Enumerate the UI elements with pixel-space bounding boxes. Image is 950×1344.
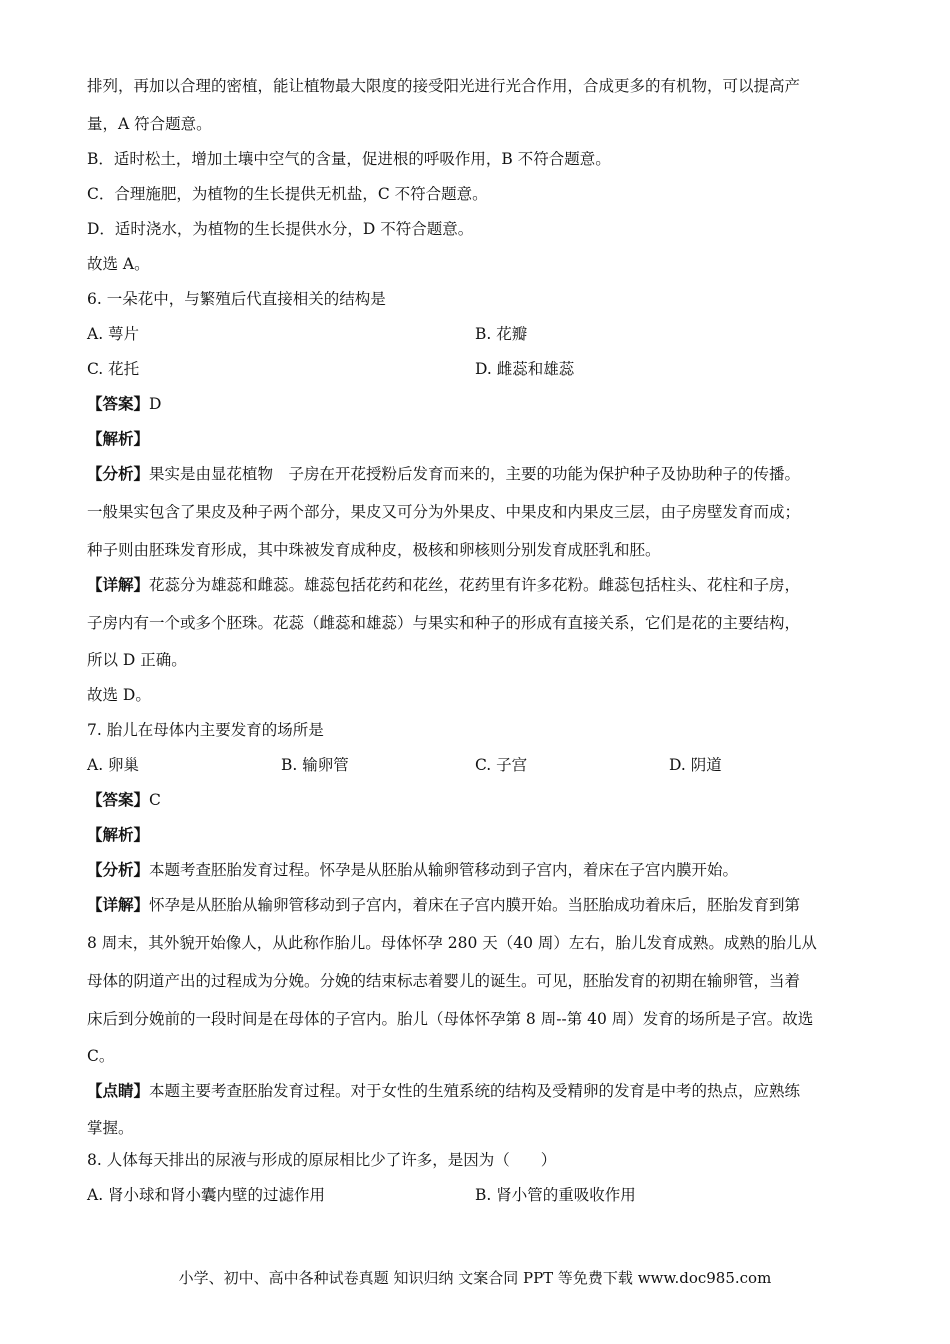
text-line: 一般果实包含了果皮及种子两个部分，果皮又可分为外果皮、中果皮和内果皮三层，由子房壁发育而成； xyxy=(87,503,801,521)
conclusion: 故选 A。 xyxy=(87,255,150,273)
text-line: 8 周末，其外貌开始像人，从此称作胎儿。母体怀孕 280 天（40 周）左右，胎儿发育成熟。成熟的胎儿从 xyxy=(87,934,817,952)
text-line: 量，A 符合题意。 xyxy=(87,115,212,133)
text-line: 所以 D 正确。 xyxy=(87,651,187,669)
answer-value: C xyxy=(149,791,161,809)
q7-detail-line xyxy=(87,895,800,915)
q7-option-a: A. 卵巢 xyxy=(87,756,140,774)
answer-tag: 【答案】 xyxy=(87,394,150,413)
text-line: 子房内有一个或多个胚珠。花蕊（雌蕊和雄蕊）与果实和种子的形成有直接关系，它们是花的主要结构， xyxy=(87,614,801,632)
text-line: C。 xyxy=(87,1047,115,1065)
q6-fenxi-line xyxy=(87,464,800,484)
q6-detail-line xyxy=(87,575,800,595)
q7-option-d: D. 阴道 xyxy=(669,756,722,774)
q8-option-b: B. 肾小管的重吸收作用 xyxy=(475,1186,636,1204)
option-explanation-b: B．适时松土，增加土壤中空气的含量，促进根的呼吸作用，B 不符合题意。 xyxy=(87,150,611,168)
dianjing-text: 本题主要考查胚胎发育过程。对于女性的生殖系统的结构及受精卵的发育是中考的热点，应熟练 xyxy=(149,1082,801,1100)
q6-option-b: B. 花瓣 xyxy=(475,325,528,343)
text-line: 掌握。 xyxy=(87,1119,134,1137)
analysis-tag: 【解析】 xyxy=(87,429,150,448)
answer-value: D xyxy=(149,395,162,413)
q6-option-a: A. 萼片 xyxy=(87,325,140,343)
question-6-stem: 6. 一朵花中，与繁殖后代直接相关的结构是 xyxy=(87,290,386,308)
text-line: 排列，再加以合理的密植，能让植物最大限度的接受阳光进行光合作用，合成更多的有机物，可以提高产 xyxy=(87,77,801,95)
q7-fenxi-line xyxy=(87,860,738,880)
fenxi-text: 本题考查胚胎发育过程。怀孕是从胚胎从输卵管移动到子宫内，着床在子宫内膜开始。 xyxy=(149,861,739,879)
q6-analysis-heading xyxy=(87,429,149,449)
page-footer: 小学、初中、高中各种试卷真题 知识归纳 文案合同 PPT 等免费下载 www.doc985.com xyxy=(178,1269,772,1287)
q7-analysis-heading xyxy=(87,825,149,845)
option-explanation-c: C．合理施肥，为植物的生长提供无机盐，C 不符合题意。 xyxy=(87,185,488,203)
text-line: 母体的阴道产出的过程成为分娩。分娩的结束标志着婴儿的诞生。可见，胚胎发育的初期在输卵管，当着 xyxy=(87,972,801,990)
q8-option-a: A. 肾小球和肾小囊内壁的过滤作用 xyxy=(87,1186,326,1204)
question-8-stem: 8. 人体每天排出的尿液与形成的原尿相比少了许多，是因为（ ） xyxy=(87,1151,557,1169)
detail-text: 花蕊分为雄蕊和雌蕊。雄蕊包括花药和花丝，花药里有许多花粉。雌蕊包括柱头、花柱和子房， xyxy=(149,576,801,594)
answer-tag: 【答案】 xyxy=(87,790,150,809)
question-7-stem: 7. 胎儿在母体内主要发育的场所是 xyxy=(87,721,324,739)
q6-option-c: C. 花托 xyxy=(87,360,140,378)
text-line: 床后到分娩前的一段时间是在母体的子宫内。胎儿（母体怀孕第 8 周--第 40 周）发育的场所是子宫。故选 xyxy=(87,1010,814,1028)
q6-option-d: D. 雌蕊和雄蕊 xyxy=(475,360,575,378)
q7-dianjing-line xyxy=(87,1081,800,1101)
conclusion: 故选 D。 xyxy=(87,686,151,704)
q6-answer xyxy=(87,394,161,414)
detail-tag: 【详解】 xyxy=(87,895,150,914)
fenxi-text: 果实是由显花植物 子房在开花授粉后发育而来的，主要的功能为保护种子及协助种子的传播。 xyxy=(149,465,801,483)
text-line: 种子则由胚珠发育形成，其中珠被发育成种皮，极核和卵核则分别发育成胚乳和胚。 xyxy=(87,541,661,559)
detail-text: 怀孕是从胚胎从输卵管移动到子宫内，着床在子宫内膜开始。当胚胎成功着床后，胚胎发育到第 xyxy=(149,896,801,914)
fenxi-tag: 【分析】 xyxy=(87,860,150,879)
analysis-tag: 【解析】 xyxy=(87,825,150,844)
q7-option-b: B. 输卵管 xyxy=(281,756,349,774)
fenxi-tag: 【分析】 xyxy=(87,464,150,483)
option-explanation-d: D．适时浇水，为植物的生长提供水分，D 不符合题意。 xyxy=(87,220,474,238)
q7-option-c: C. 子宫 xyxy=(475,756,528,774)
dianjing-tag: 【点睛】 xyxy=(87,1081,150,1100)
detail-tag: 【详解】 xyxy=(87,575,150,594)
q7-answer xyxy=(87,790,161,810)
